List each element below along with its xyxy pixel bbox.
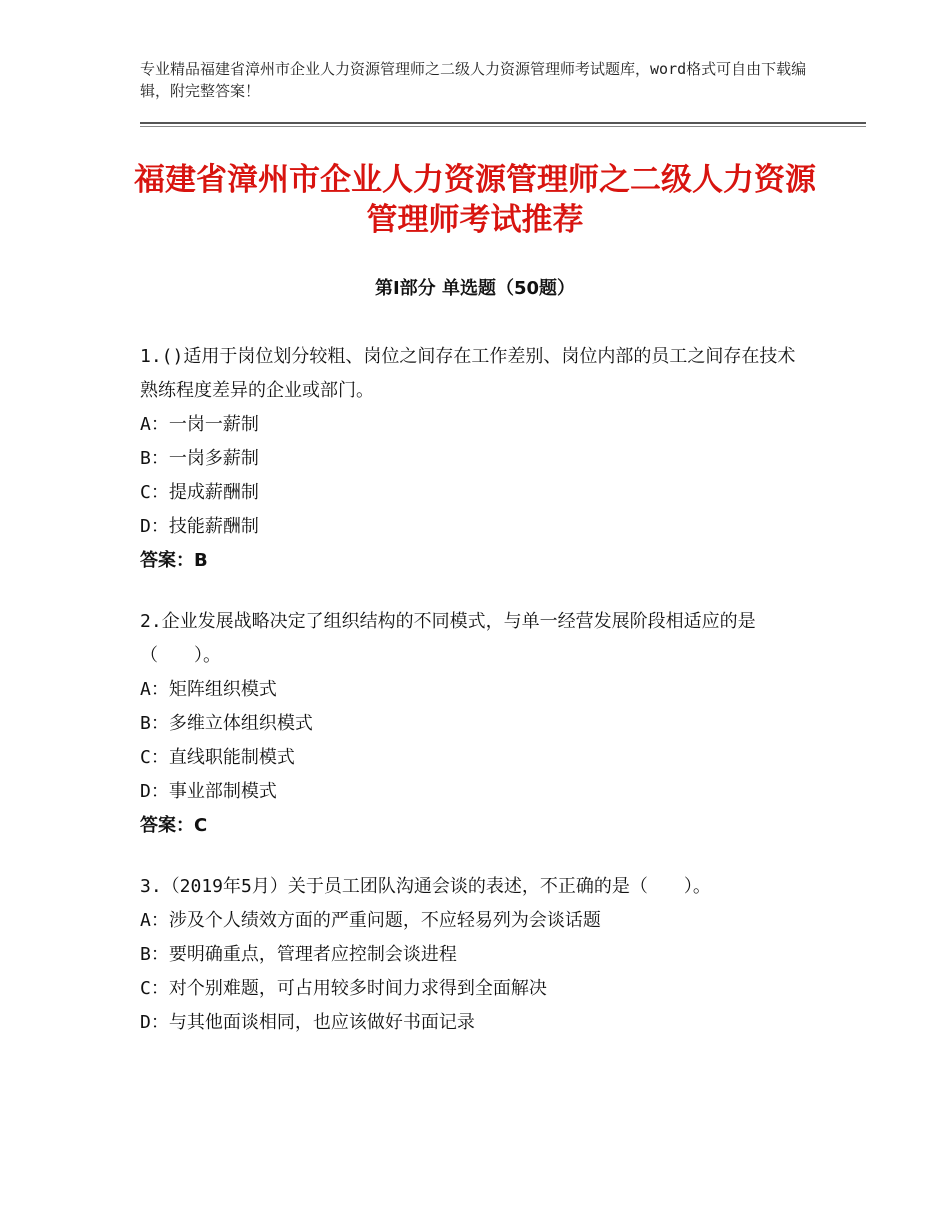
section-title: 第Ⅰ部分 单选题（50题） bbox=[374, 278, 575, 299]
header-divider bbox=[140, 122, 866, 124]
answer: 答案：B bbox=[140, 550, 208, 571]
document-title: 福建省漳州市企业人力资源管理师之二级人力资源管理师考试推荐 bbox=[134, 162, 816, 238]
question-stem: 1.()适用于岗位划分较粗、岗位之间存在工作差别、岗位内部的员工之间存在技术熟练程度差异的企业或部门。 bbox=[140, 346, 796, 401]
option-b: B：一岗多薪制 bbox=[140, 448, 259, 469]
question-stem: 3.（2019年5月）关于员工团队沟通会谈的表述，不正确的是（ ）。 bbox=[140, 876, 711, 897]
header-divider-thin bbox=[140, 126, 866, 127]
option-a: A：一岗一薪制 bbox=[140, 414, 259, 435]
question-2 bbox=[140, 605, 800, 843]
option-d: D：与其他面谈相同，也应该做好书面记录 bbox=[140, 1012, 475, 1033]
option-d: D：事业部制模式 bbox=[140, 781, 277, 802]
question-3 bbox=[140, 870, 800, 1040]
option-c: C：提成薪酬制 bbox=[140, 482, 259, 503]
option-c: C：直线职能制模式 bbox=[140, 747, 295, 768]
option-a: A：涉及个人绩效方面的严重问题，不应轻易列为会谈话题 bbox=[140, 910, 601, 931]
answer: 答案：C bbox=[140, 815, 208, 836]
question-stem: 2.企业发展战略决定了组织结构的不同模式，与单一经营发展阶段相适应的是（ ）。 bbox=[140, 611, 756, 666]
question-list bbox=[140, 340, 800, 1067]
option-a: A：矩阵组织模式 bbox=[140, 679, 277, 700]
question-1 bbox=[140, 340, 800, 578]
option-d: D：技能薪酬制 bbox=[140, 516, 259, 537]
option-b: B：多维立体组织模式 bbox=[140, 713, 313, 734]
header-note: 专业精品福建省漳州市企业人力资源管理师之二级人力资源管理师考试题库，word格式可自由下载编辑，附完整答案！ bbox=[140, 60, 807, 100]
option-c: C：对个别难题，可占用较多时间力求得到全面解决 bbox=[140, 978, 547, 999]
option-b: B：要明确重点，管理者应控制会谈进程 bbox=[140, 944, 457, 965]
